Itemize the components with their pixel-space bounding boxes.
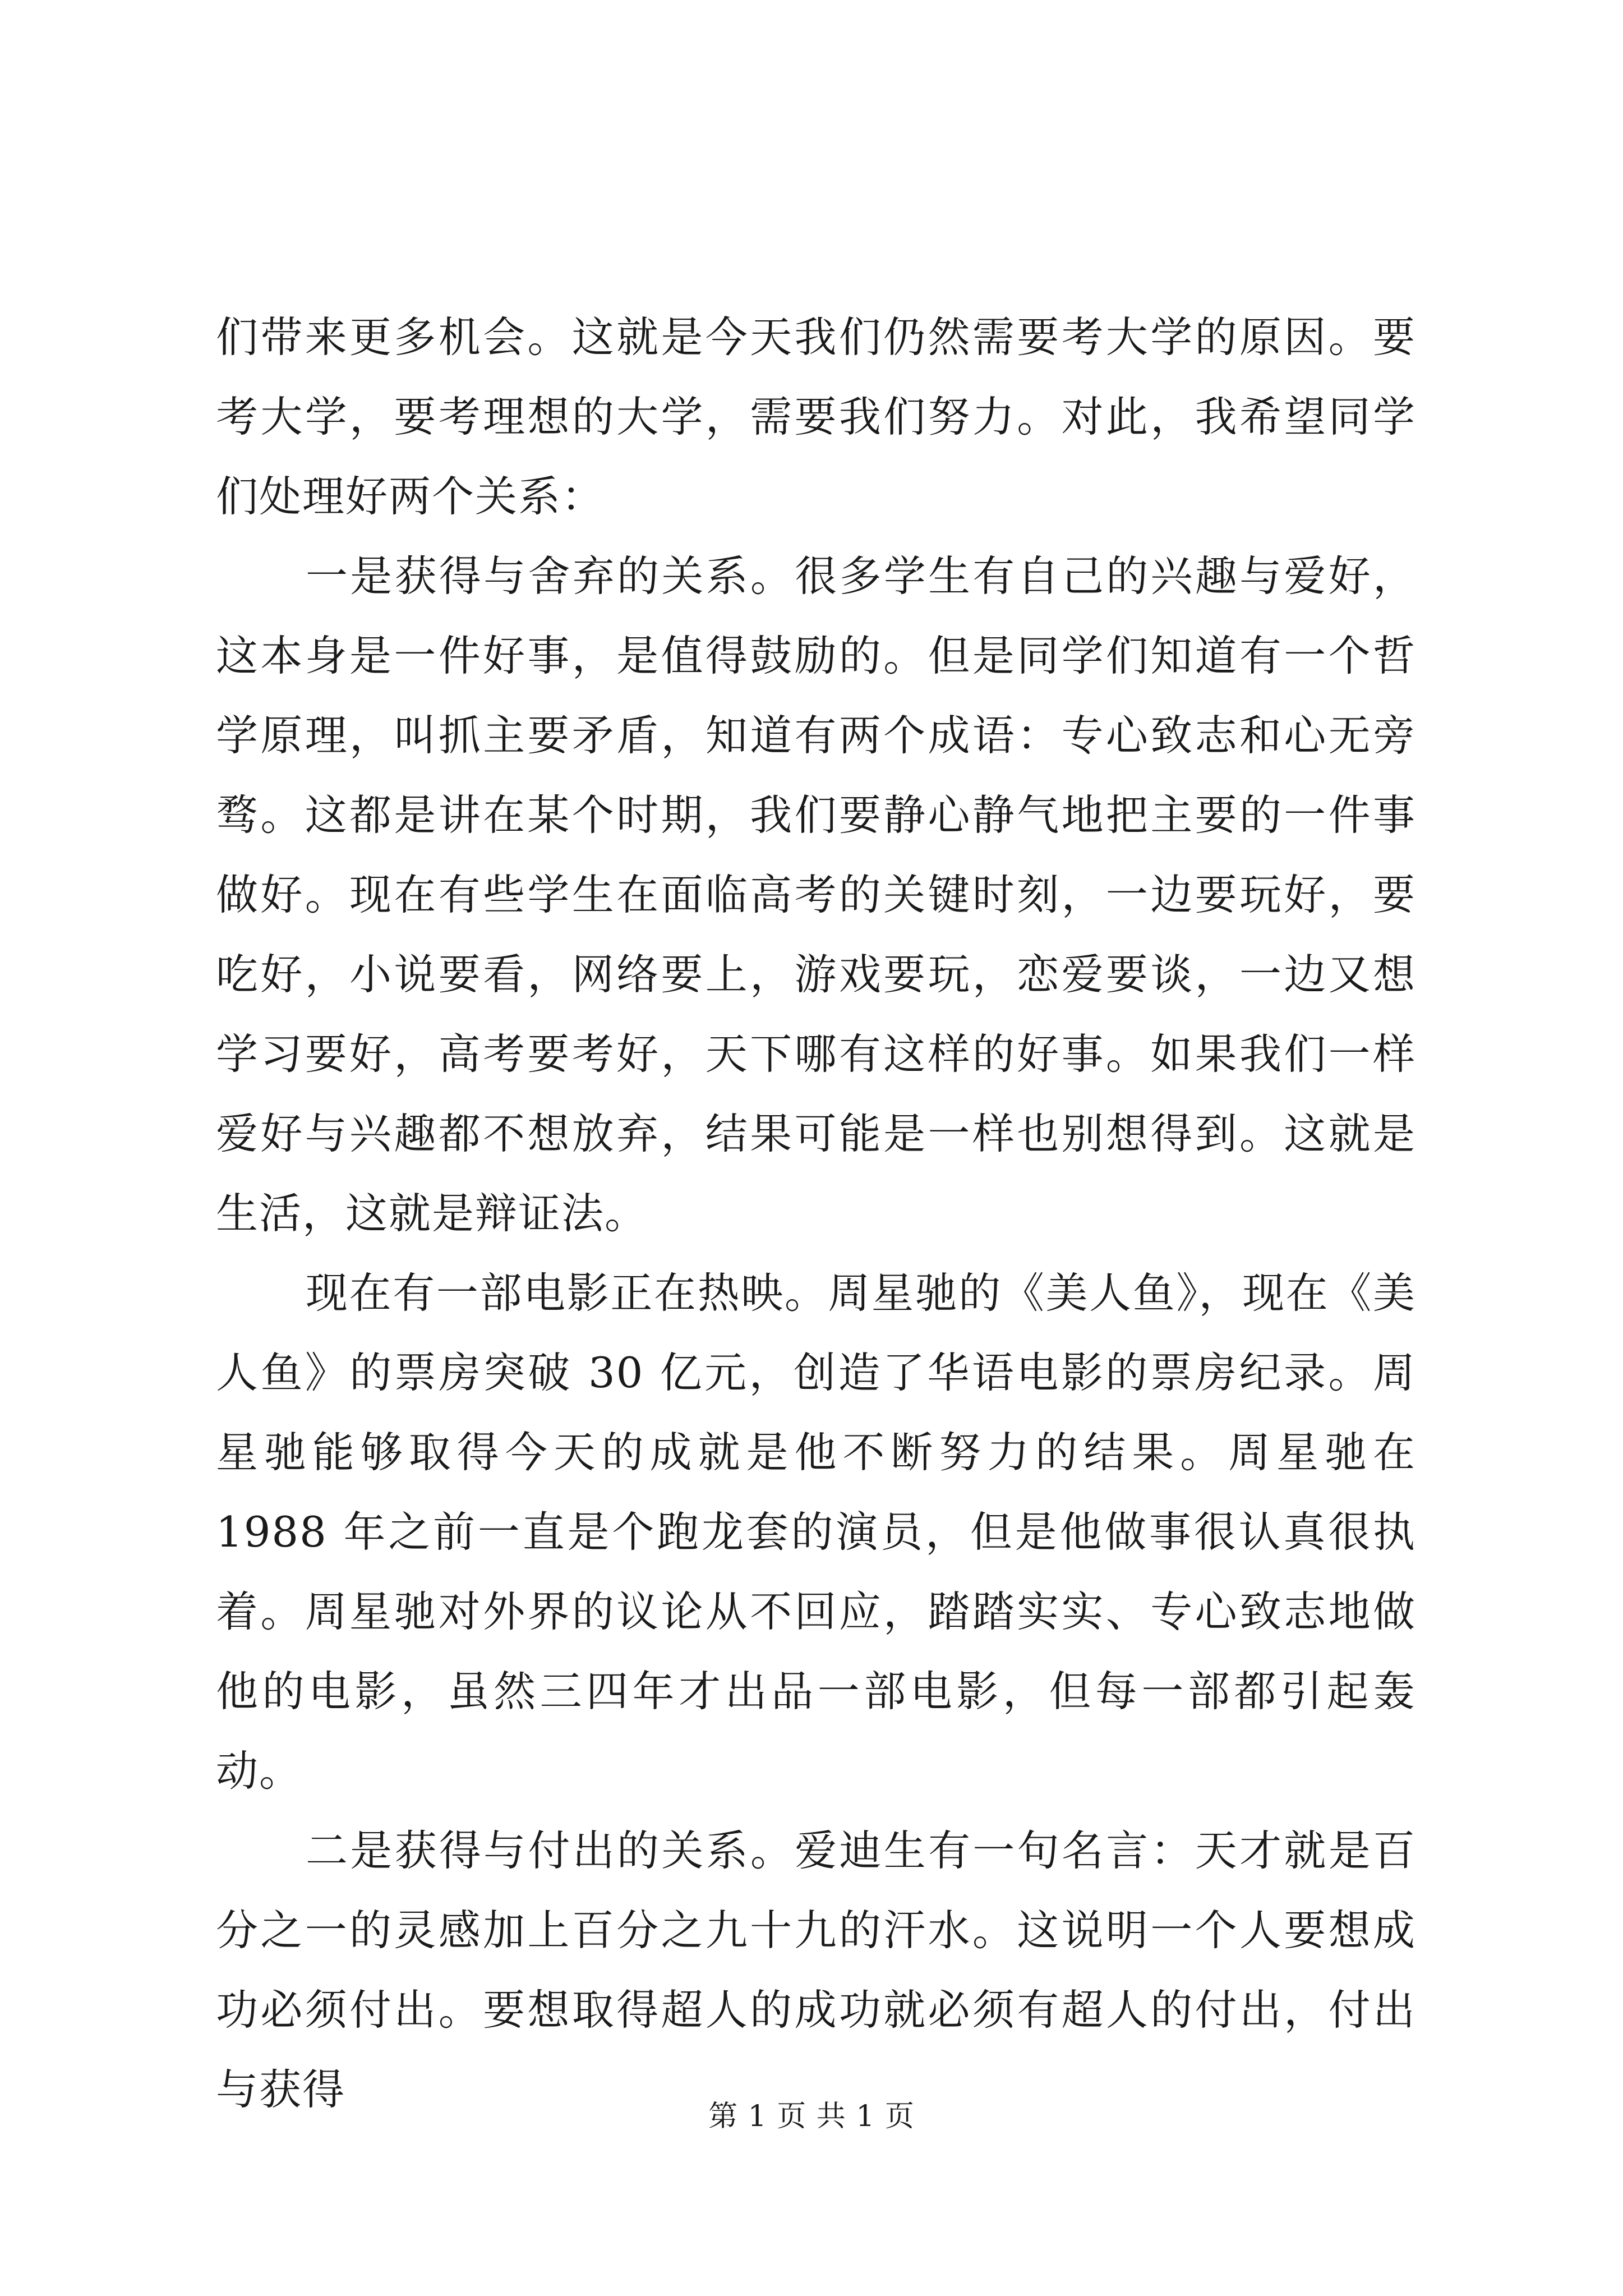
paragraph-4: 二是获得与付出的关系。爱迪生有一句名言：天才就是百分之一的灵感加上百分之九十九的汗水。这说明一个人要想成功必须付出。要想取得超人的成功就必须有超人的付出，付出与获得: [216, 1826, 1416, 2114]
paragraph-2: 一是获得与舍弃的关系。很多学生有自己的兴趣与爱好，这本身是一件好事，是值得鼓励的。但是同学们知道有一个哲学原理，叫抓主要矛盾，知道有两个成语：专心致志和心无旁骛。这都是讲在某个时期，我们要静心静气地把主要的一件事做好。现在有些学生在面临高考的关键时刻，一边要玩好，要吃好，小说要看，网络要上，游戏要玩，恋爱要谈，一边又想学习要好，高考要考好，天下哪有这样的好事。如果我们一样爱好与兴趣都不想放弃，结果可能是一样也别想得到。这就是生活，这就是辩证法。: [216, 551, 1416, 1238]
paragraph-1: 们带来更多机会。这就是今天我们仍然需要考大学的原因。要考大学，要考理想的大学，需要我们努力。对此，我希望同学们处理好两个关系：: [216, 312, 1416, 521]
paragraph-3: 现在有一部电影正在热映。周星驰的《美人鱼》，现在《美人鱼》的票房突破 30 亿元，创造了华语电影的票房纪录。周星驰能够取得今天的成就是他不断努力的结果。周星驰在 1988 年之前一直是个跑龙套的演员，但是他做事很认真很执着。周星驰对外界的议论从不回应，踏踏实实、专心致志地做他的电影，虽然三四年才出品一部电影，但每一部都引起轰动。: [216, 1268, 1416, 1796]
page-number-footer: 第 1 页 共 1 页: [708, 2100, 915, 2133]
document-body: [216, 297, 1416, 2129]
